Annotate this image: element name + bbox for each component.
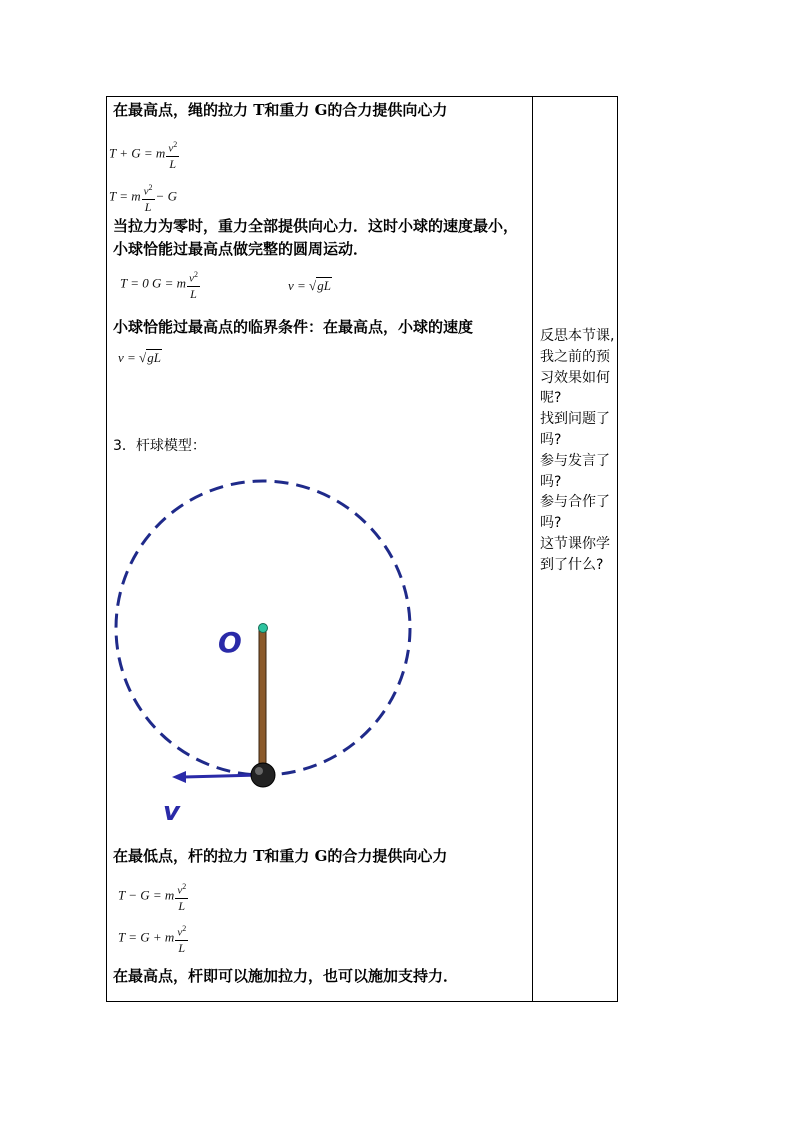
- velocity-arrow: [184, 775, 261, 777]
- velocity-arrowhead: [172, 771, 186, 783]
- rod: [259, 628, 266, 773]
- reflection-line: 反思本节课,: [540, 328, 615, 344]
- label-v: v: [163, 797, 180, 827]
- reflection-line: 找到问题了: [540, 411, 610, 428]
- equation-1: T + G = m $\frac{v^2}{L}$: [109, 140, 178, 171]
- equation-3a: T = 0 G = m $\frac{v^2}{L}$: [120, 270, 198, 301]
- reflection-line: 到了什么?: [540, 556, 604, 573]
- reflection-line: 我之前的预: [540, 348, 610, 365]
- reflection-line: 吗?: [540, 431, 562, 448]
- reflection-line: 吗?: [540, 473, 562, 490]
- pivot-point: [259, 624, 268, 633]
- reflection-line: 参与合作了: [540, 494, 610, 511]
- equation-2: T = m $\frac{v^2}{L}$ − G: [109, 183, 177, 214]
- ball-highlight: [255, 767, 263, 775]
- column-divider: [532, 96, 533, 1002]
- reflection-line: 这节课你学: [540, 535, 610, 552]
- ball: [251, 763, 275, 787]
- equation-3b: v = √gL: [288, 278, 331, 293]
- section-heading: 3．杆球模型：: [113, 438, 206, 454]
- reflection-line: 习效果如何: [540, 369, 610, 386]
- text-line-2: 当拉力为零时，重力全部提供向心力．这时小球的速度最小，: [113, 217, 519, 235]
- equation-5: T − G = m $\frac{v^2}{L}$: [118, 882, 187, 913]
- reflection-line: 呢?: [540, 390, 562, 407]
- text-line-7: 在最高点，杆即可以施加拉力，也可以施加支持力．: [113, 967, 459, 985]
- reflection-line: 吗?: [540, 515, 562, 532]
- label-O: O: [218, 626, 242, 659]
- text-line-4: 小球恰能过最高点的临界条件：在最高点，小球的速度: [113, 318, 474, 336]
- equation-4: v = √gL: [118, 350, 161, 365]
- rod-ball-diagram: [106, 470, 436, 830]
- reflection-column: [540, 326, 618, 576]
- text-line-1: 在最高点，绳的拉力 T和重力 G的合力提供向心力: [113, 101, 448, 119]
- text-line-6: 在最低点，杆的拉力 T和重力 G的合力提供向心力: [113, 847, 448, 865]
- text-line-3: 小球恰能过最高点做完整的圆周运动．: [113, 240, 369, 258]
- equation-6: T = G + m $\frac{v^2}{L}$: [118, 924, 187, 955]
- reflection-line: 参与发言了: [540, 452, 610, 469]
